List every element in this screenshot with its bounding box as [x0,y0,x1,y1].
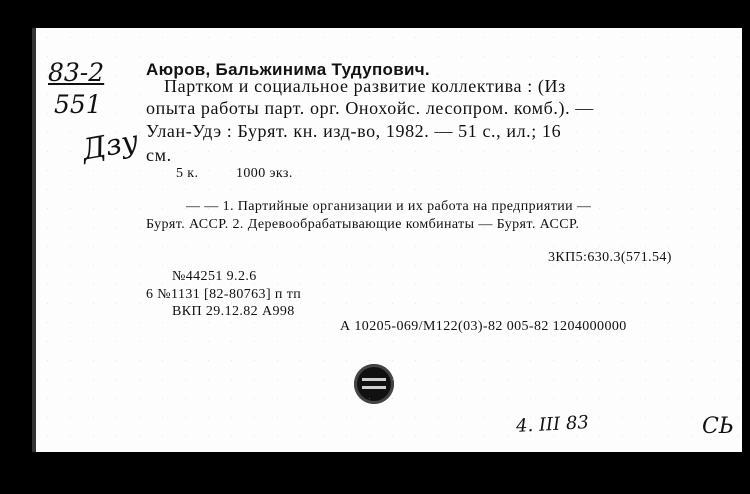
scan-border-bottom [0,452,750,494]
description-line-1: Партком и социальное развитие коллектива : (Из [164,76,566,96]
tech-line-2: 6 №1131 [82-80763] п тп [146,287,302,302]
code-line: А 10205-069/М122(03)-82 005-82 1204000000 [340,319,627,334]
shelf-mark-top: 83-2 [48,58,105,87]
cutter-mark: Дзу [79,123,141,167]
copies: 1000 экз. [236,166,293,181]
subject-line-2: Бурят. АССР. 2. Деревообрабатывающие комбинаты — Бурят. АССР. [146,217,580,232]
handwritten-date: 4. III 83 [515,412,590,437]
tech-line-3: ВКП 29.12.82 А998 [172,304,295,319]
shelf-mark-bottom: 551 [54,90,102,119]
description-line-3: Улан-Удэ : Бурят. кн. изд-во, 1982. — 51 с., ил.; 16 [146,121,562,141]
description-line-2: опыта работы парт. орг. Онохойс. лесопром. комб.). — [146,98,594,118]
corner-mark: СЬ [702,414,734,439]
description-line-4: см. [146,145,172,165]
author-heading: Аюров, Бальжинима Тудупович. [146,60,430,79]
subject-line-1: — — 1. Партийные организации и их работа на предприятии — [186,199,592,214]
catalog-card [36,28,742,452]
tech-line-1: №44251 9.2.6 [172,269,257,284]
classification-index: 3КП5:630.3(571.54) [548,250,672,265]
punch-hole [354,364,394,404]
price: 5 к. [176,166,199,181]
